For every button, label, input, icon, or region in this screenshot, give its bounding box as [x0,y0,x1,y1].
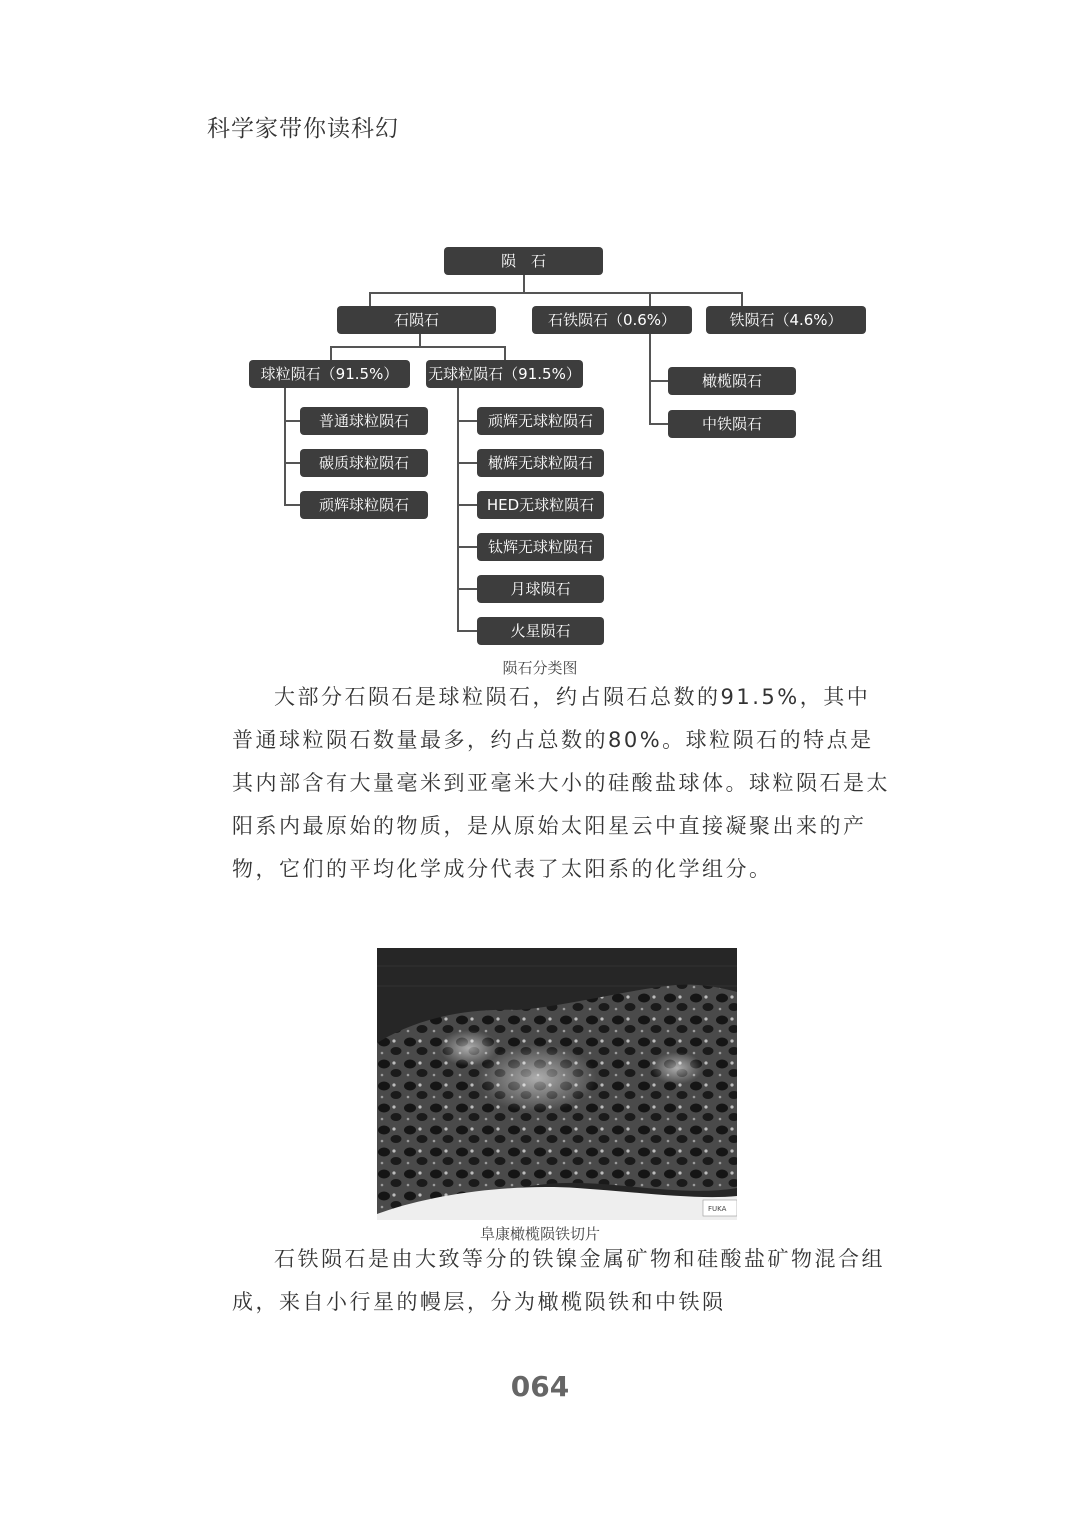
node-iron: 铁陨石（4.6%） [706,306,866,334]
connector-line [457,588,477,590]
connector-line [649,423,669,425]
connector-line [457,546,477,548]
node-achondrite: 无球粒陨石（91.5%） [426,360,583,388]
node-achondrite-child: 钛辉无球粒陨石 [477,533,604,561]
connector-line [741,292,743,306]
node-achondrite-child: 橄辉无球粒陨石 [477,449,604,477]
connector-line [284,388,286,506]
photo-caption: 阜康橄榄陨铁切片 [479,1225,600,1243]
connector-line [649,292,651,306]
connector-line [419,333,421,347]
body-paragraph: 石铁陨石是由大致等分的铁镍金属矿物和硅酸盐矿物混合组成，来自小行星的幔层，分为橄榄陨铁和中铁陨 [232,1247,885,1314]
connector-line [457,504,477,506]
connector-line [330,346,506,348]
connector-line [284,420,300,422]
connector-line [649,333,651,425]
node-achondrite-child: 顽辉无球粒陨石 [477,407,604,435]
node-stony: 石陨石 [337,306,496,334]
connector-line [504,346,506,360]
connector-line [523,275,525,293]
running-title: 科学家带你读科幻 [207,116,399,142]
connector-line [369,292,743,294]
connector-line [369,292,371,306]
diagram-caption: 陨石分类图 [502,659,578,677]
connector-line [330,346,332,360]
specimen-label: FUKA [708,1205,727,1213]
node-achondrite-child: 火星陨石 [477,617,604,645]
connector-line [457,388,459,632]
node-chondrite-child: 顽辉球粒陨石 [300,491,428,519]
body-paragraph: 大部分石陨石是球粒陨石，约占陨石总数的91.5%，其中普通球粒陨石数量最多，约占总数的80%。球粒陨石的特点是其内部含有大量毫米到亚毫米大小的硅酸盐球体。球粒陨石是太阳系内最原始的物质，是从原始太阳星云中直接凝聚出来的产物，它们的平均化学成分代表了太阳系的化学组分。 [232,685,890,881]
node-stony-iron: 石铁陨石（0.6%） [532,306,692,334]
connector-line [457,630,477,632]
connector-line [649,380,669,382]
connector-line [457,462,477,464]
connector-line [457,420,477,422]
meteorite-slice-photo [377,948,737,1220]
connector-line [284,504,300,506]
node-stony-iron-child: 中铁陨石 [668,410,796,438]
node-chondrite-child: 碳质球粒陨石 [300,449,428,477]
node-chondrite: 球粒陨石（91.5%） [249,360,410,388]
node-meteorite: 陨 石 [444,247,603,275]
page-number: 064 [510,1370,570,1403]
node-achondrite-child: HED无球粒陨石 [477,491,604,519]
node-stony-iron-child: 橄榄陨石 [668,367,796,395]
node-achondrite-child: 月球陨石 [477,575,604,603]
meteorite-classification-diagram [0,0,1080,700]
node-chondrite-child: 普通球粒陨石 [300,407,428,435]
connector-line [284,462,300,464]
